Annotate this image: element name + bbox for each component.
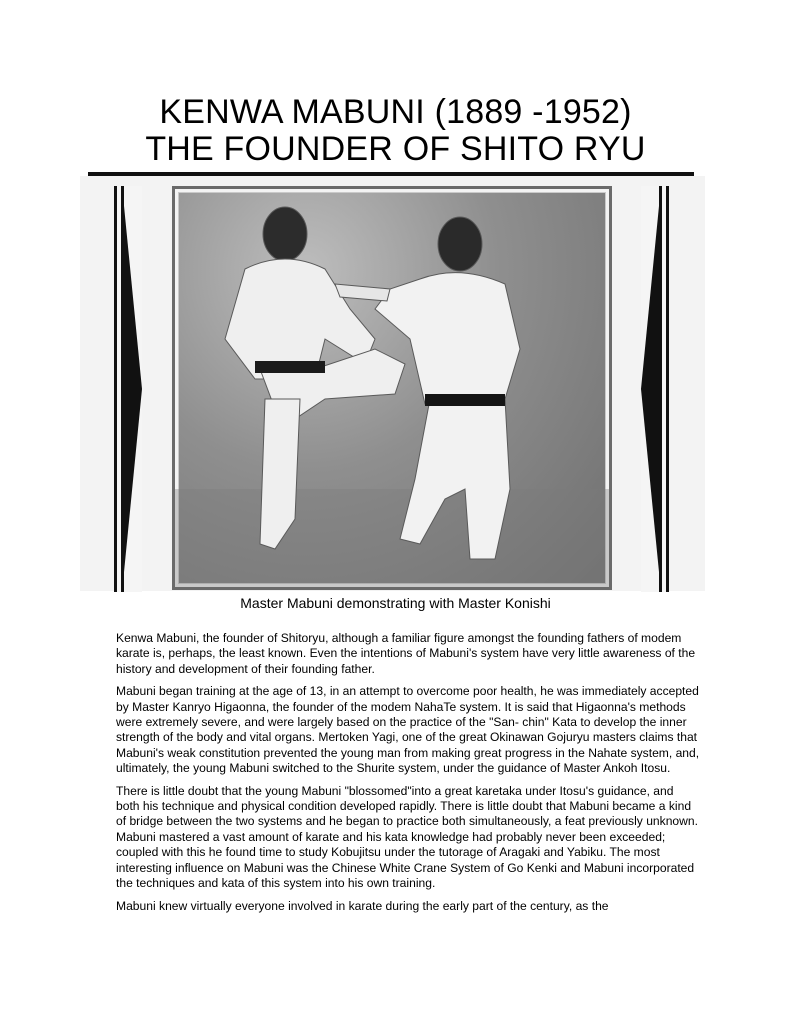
article-body (116, 631, 700, 921)
paragraph: Kenwa Mabuni, the founder of Shitoryu, although a familiar figure amongst the founding fathers of modem karate is, perhaps, the least known. Even the intentions of Mabuni's system have very little awareness of the history and development of their founding father. (116, 631, 696, 676)
photograph (172, 186, 612, 590)
page-title (100, 94, 691, 168)
paragraph: Mabuni began training at the age of 13, in an attempt to overcome poor health, he was immediately accepted by Master Kanryo Higaonna, the founder of the modem NahaTe system. It is said that Higaonna's methods were extremely severe, and were largely based on the practice of the "San- chin" Kata to develop the inner strength of the body and vital organs. Mertoken Yagi, one of the great Okinawan Gojuryu masters claims that Mabuni's weak constitution prevented the young man from making great progress in the Nahate system, and, ultimately, the young Mabuni switched to the Shurite system, under the guidance of Master Ankoh Itosu. (116, 684, 700, 776)
right-decorative-panel (641, 186, 669, 592)
karate-demonstration-image (175, 189, 609, 587)
right-triangle-ornament (641, 186, 669, 592)
title-line-2: THE FOUNDER OF SHITO RYU (145, 130, 646, 168)
photo-caption: Master Mabuni demonstrating with Master Konishi (240, 595, 551, 611)
left-triangle-ornament (114, 186, 142, 592)
left-decorative-panel (114, 186, 142, 592)
title-line-1: KENWA MABUNI (1889 -1952) (159, 93, 632, 131)
paragraph: There is little doubt that the young Mabuni "blossomed"into a great karetaka under Itosu's guidance, and both his technique and physical condition developed rapidly. There is little doubt that Mabuni became a kind of bridge between the two systems and he began to practice both simultaneously, a feat previously unknown. Mabuni mastered a vast amount of karate and his kata knowledge had probably never been exceeded; coupled with this he found time to study Kobujitsu under the tutorage of Aragaki and Yabiku. The most interesting influence on Mabuni was the Chinese White Crane System of Go Kenki and Mabuni incorporated the techniques and kata of this system into his own training. (116, 783, 698, 891)
photo-figure (80, 176, 705, 591)
paragraph: Mabuni knew virtually everyone involved in karate during the early part of the century, as the (116, 898, 609, 913)
